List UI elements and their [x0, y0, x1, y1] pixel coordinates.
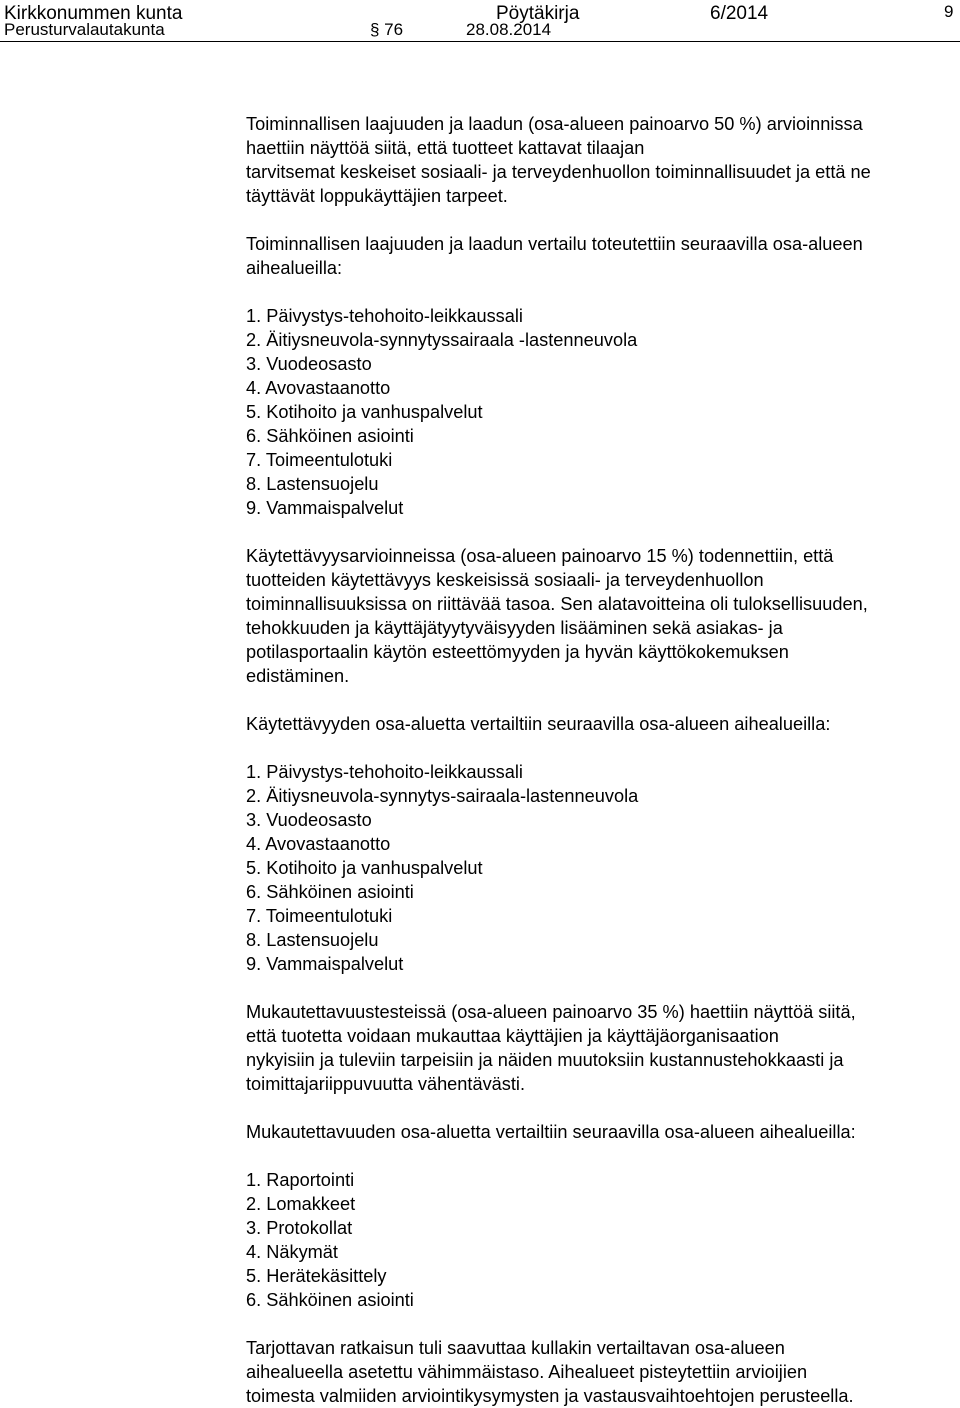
list-item: 3. Protokollat [246, 1218, 353, 1238]
list-item: 6. Sähköinen asiointi [246, 1290, 414, 1310]
spacer [246, 1312, 960, 1336]
list-item: 2. Äitiysneuvola-synnytys-sairaala-lastenneuvola [246, 786, 639, 806]
list-item: 5. Kotihoito ja vanhuspalvelut [246, 858, 483, 878]
list-adaptability-areas [246, 1168, 960, 1312]
list-item: 8. Lastensuojelu [246, 930, 379, 950]
list-item: 9. Vammaispalvelut [246, 498, 404, 518]
paragraph-functional-comparison: Toiminnallisen laajuuden ja laadun vertailu toteutettiin seuraavilla osa-alueen aihealueilla: [246, 234, 863, 278]
spacer [246, 520, 960, 544]
list-item: 6. Sähköinen asiointi [246, 426, 414, 446]
list-item: 1. Päivystys-tehohoito-leikkaussali [246, 762, 523, 782]
document-body [246, 112, 960, 1408]
list-item: 8. Lastensuojelu [246, 474, 379, 494]
list-usability-areas [246, 760, 960, 976]
list-item: 3. Vuodeosasto [246, 354, 372, 374]
paragraph-functional-scope: Toiminnallisen laajuuden ja laadun (osa-alueen painoarvo 50 %) arvioinnissa haettiin näyttöä siitä, että tuotteet kattavat tilaajan tarvitsemat keskeiset sosiaali- ja terveydenhuollon toiminnallisuudet ja että ne täyttävät loppukäyttäjien tarpeet. [246, 114, 871, 206]
document-number: 6/2014 [710, 3, 769, 24]
spacer [246, 1144, 960, 1168]
paragraph-usability: Käytettävyysarvioinneissa (osa-alueen painoarvo 15 %) todennettiin, että tuotteiden käytettävyys keskeisissä sosiaali- ja terveydenhuollon toiminnallisuuksissa on riittävää tasoa. Sen alatavoitteina oli tuloksellisuuden, tehokkuuden ja käyttäjätyytyväisyyden lisääminen sekä asiakas- ja potilasportaalin käytön esteettömyyden ja hyvän käyttökokemuksen edistäminen. [246, 546, 868, 686]
meeting-date: 28.08.2014 [466, 20, 552, 39]
header-divider [0, 41, 960, 42]
list-item: 2. Lomakkeet [246, 1194, 356, 1214]
list-item: 7. Toimeentulotuki [246, 450, 393, 470]
paragraph-usability-comparison: Käytettävyyden osa-aluetta vertailtiin seuraavilla osa-alueen aihealueilla: [246, 714, 831, 734]
paragraph-adaptability-comparison: Mukautettavuuden osa-aluetta vertailtiin seuraavilla osa-alueen aihealueilla: [246, 1122, 856, 1142]
list-item: 5. Herätekäsittely [246, 1266, 387, 1286]
list-item: 2. Äitiysneuvola-synnytyssairaala -lastenneuvola [246, 330, 638, 350]
municipality-name: Kirkkonummen kunta [4, 3, 183, 24]
list-item: 1. Raportointi [246, 1170, 355, 1190]
spacer [246, 688, 960, 712]
spacer [246, 976, 960, 1000]
list-item: 6. Sähköinen asiointi [246, 882, 414, 902]
spacer [246, 208, 960, 232]
document-type: Pöytäkirja [496, 3, 580, 24]
list-item: 4. Avovastaanotto [246, 378, 391, 398]
paragraph-adaptability: Mukautettavuustesteissä (osa-alueen painoarvo 35 %) haettiin näyttöä siitä, että tuotetta voidaan mukauttaa käyttäjien ja käyttäjäorganisaation nykyisiin ja tuleviin tarpeisiin ja näiden muutoksiin kustannustehokkaasti ja toimittajariippuvuutta vähentävästi. [246, 1002, 856, 1094]
list-item: 3. Vuodeosasto [246, 810, 372, 830]
spacer [246, 1096, 960, 1120]
list-item: 4. Avovastaanotto [246, 834, 391, 854]
list-item: 5. Kotihoito ja vanhuspalvelut [246, 402, 483, 422]
spacer [246, 280, 960, 304]
list-item: 9. Vammaispalvelut [246, 954, 404, 974]
list-item: 1. Päivystys-tehohoito-leikkaussali [246, 306, 523, 326]
spacer [246, 736, 960, 760]
section-number: § 76 [370, 20, 404, 39]
paragraph-minimum-level: Tarjottavan ratkaisun tuli saavuttaa kullakin vertailtavan osa-alueen aihealueella asetettu vähimmäistaso. Aihealueet pisteytettiin arvioijien toimesta valmiiden arviointikysymysten ja vastausvaihtoehtojen perusteella. [246, 1338, 854, 1406]
list-functional-areas [246, 304, 960, 520]
board-name: Perusturvalautakunta [4, 20, 165, 39]
page-number: 9 [944, 2, 954, 21]
list-item: 7. Toimeentulotuki [246, 906, 393, 926]
list-item: 4. Näkymät [246, 1242, 338, 1262]
